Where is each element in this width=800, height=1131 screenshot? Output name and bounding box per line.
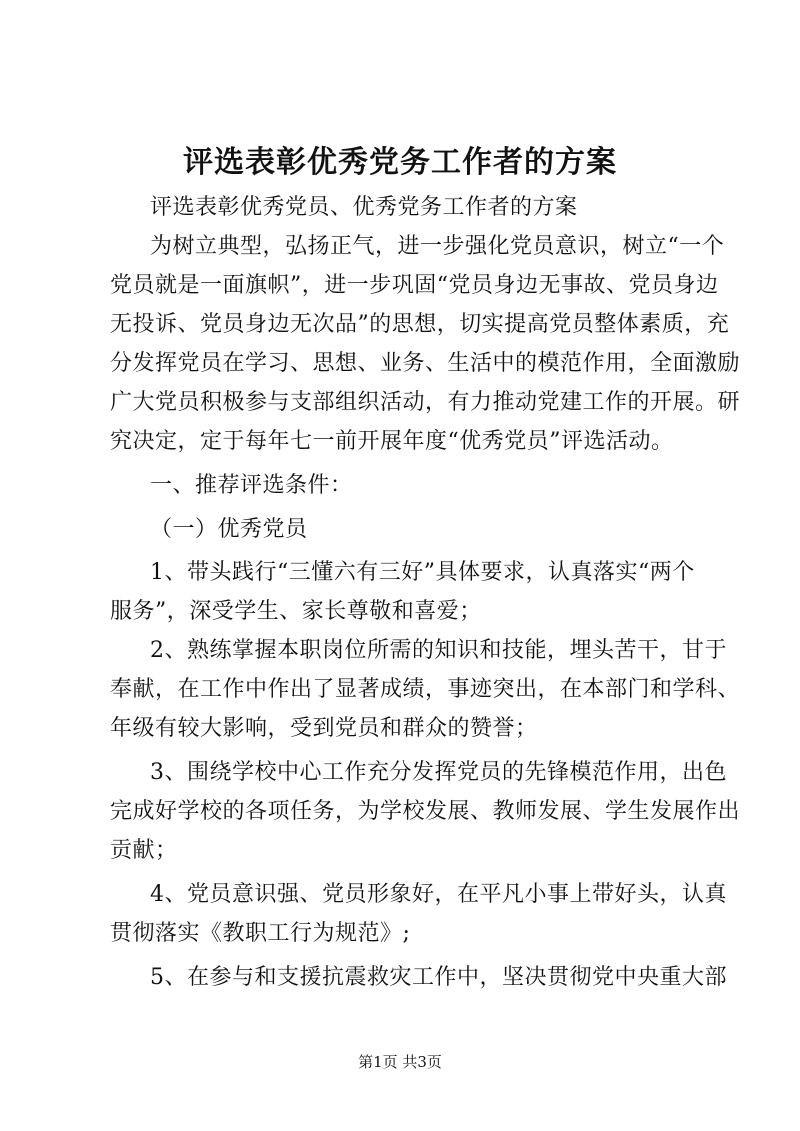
body-line: 究决定，定于每年七一前开展年度“优秀党员”评选活动。 [110, 429, 674, 454]
page-footer: 第1页 共3页 [358, 1053, 442, 1071]
subtitle-line: 评选表彰优秀党员、优秀党务工作者的方案 [150, 195, 578, 220]
body-line: 分发挥党员在学习、思想、业务、生活中的模范作用，全面激励 [110, 351, 741, 376]
body-line: 党员就是一面旗帜”，进一步巩固“党员身边无事故、党员身边 [110, 273, 719, 298]
list-item-line: 2、熟练掌握本职岗位所需的知识和技能，埋头苦干，甘于 [150, 638, 727, 663]
body-line: 为树立典型，弘扬正气，进一步强化党员意识，树立“一个 [150, 234, 725, 259]
list-item-line: 年级有较大影响，受到党员和群众的赞誉； [110, 716, 538, 741]
list-item-line: 3、围绕学校中心工作充分发挥党员的先锋模范作用，出色 [150, 760, 727, 785]
body-line: 无投诉、党员身边无次品”的思想，切实提高党员整体素质，充 [110, 312, 730, 337]
list-item-line: 贯彻落实《教职工行为规范》; [110, 921, 411, 946]
list-item-line: 贡献； [110, 838, 178, 863]
subsection-heading: （一）优秀党员 [150, 517, 308, 542]
body-line: 广大党员积极参与支部组织活动，有力推动党建工作的开展。研 [110, 390, 741, 415]
list-item-line: 5、在参与和支援抗震救灾工作中，坚决贯彻党中央重大部 [150, 965, 727, 990]
list-item-line: 完成好学校的各项任务，为学校发展、教师发展、学生发展作出 [110, 799, 741, 824]
list-item-line: 4、党员意识强、党员形象好，在平凡小事上带好头，认真 [150, 882, 727, 907]
list-item-line: 服务”，深受学生、家长尊敬和喜爱； [110, 599, 482, 624]
list-item-line: 奉献，在工作中作出了显著成绩，事迹突出，在本部门和学科、 [110, 677, 741, 702]
document-title: 评选表彰优秀党务工作者的方案 [183, 145, 617, 180]
list-item-line: 1、带头践行“三懂六有三好”具体要求，认真落实“两个 [150, 560, 695, 585]
section-heading: 一、推荐评选条件： [150, 473, 353, 498]
